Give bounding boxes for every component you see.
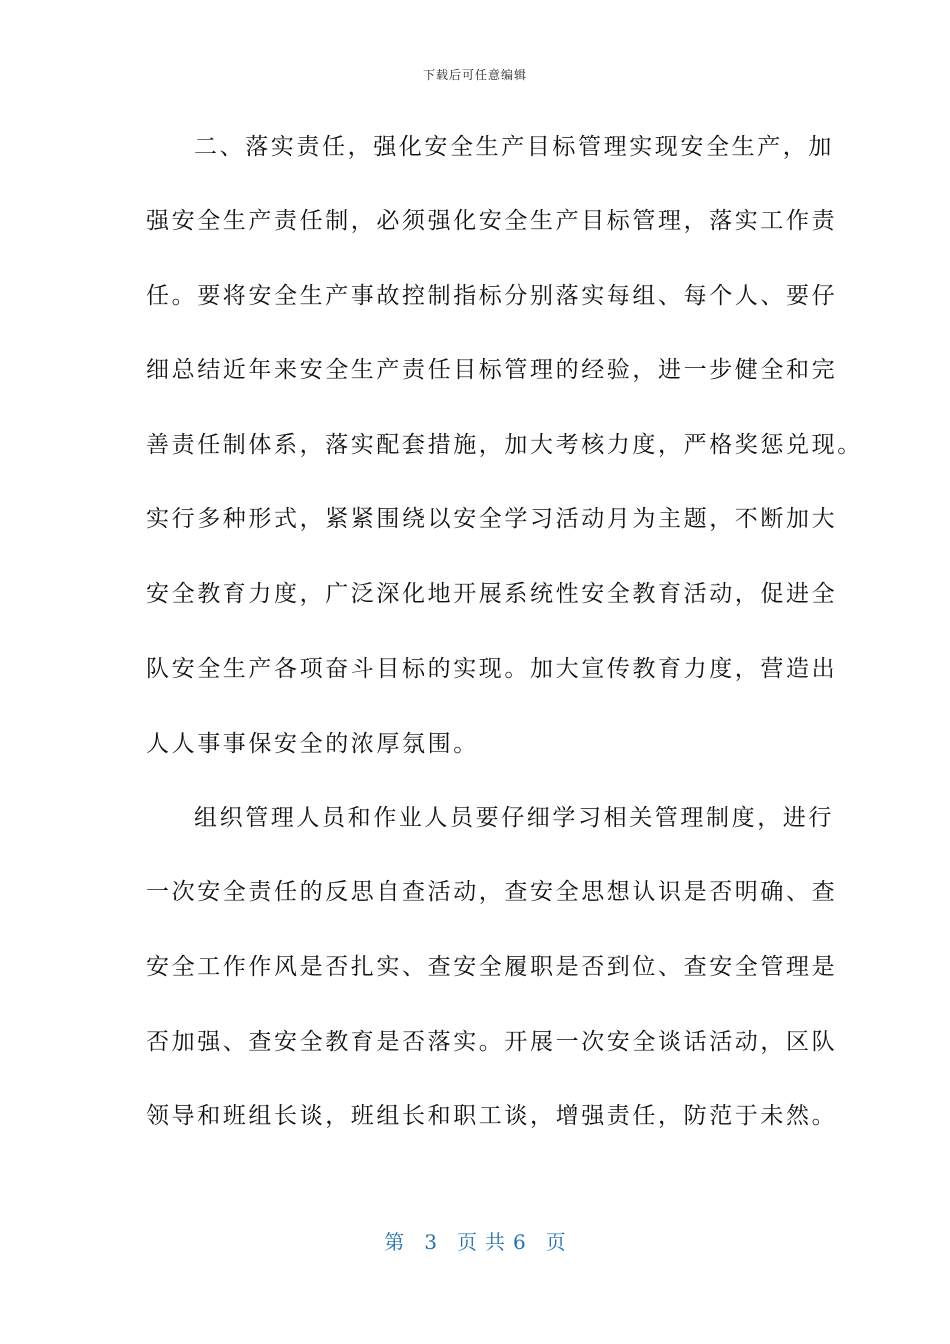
footer-total-pages: 6: [513, 1230, 526, 1254]
footer-suffix: 页: [545, 1230, 566, 1254]
paragraph-1-line-3: 任。要将安全生产事故控制指标分别落实每组、每个人、要仔: [146, 283, 838, 309]
footer-current-page: 3: [424, 1230, 437, 1254]
footer-prefix: 第: [384, 1230, 405, 1254]
paragraph-1-line-8: 队安全生产各项奋斗目标的实现。加大宣传教育力度，营造出: [146, 656, 838, 682]
paragraph-2-line-1: 组织管理人员和作业人员要仔细学习相关管理制度，进行: [194, 805, 834, 831]
paragraph-1-line-5: 善责任制体系，落实配套措施，加大考核力度，严格奖惩兑现。: [146, 432, 863, 458]
paragraph-1-line-7: 安全教育力度，广泛深化地开展系统性安全教育活动，促进全: [146, 581, 838, 607]
paragraph-1-line-2: 强安全生产责任制，必须强化安全生产目标管理，落实工作责: [146, 208, 838, 234]
paragraph-1-line-6: 实行多种形式，紧紧围绕以安全学习活动月为主题，不断加大: [146, 506, 838, 532]
paragraph-2-line-2: 一次安全责任的反思自查活动，查安全思想认识是否明确、查: [146, 879, 838, 905]
paragraph-1-line-1: 二、落实责任，强化安全生产目标管理实现安全生产，加: [194, 134, 834, 160]
paragraph-2-line-5: 领导和班组长谈，班组长和职工谈，增强责任，防范于未然。: [146, 1103, 838, 1129]
page-footer: [0, 1226, 950, 1255]
footer-middle: 页共: [457, 1230, 513, 1254]
paragraph-2-line-3: 安全工作作风是否扎实、查安全履职是否到位、查安全管理是: [146, 954, 838, 980]
paragraph-2-line-4: 否加强、查安全教育是否落实。开展一次安全谈话活动，区队: [146, 1029, 838, 1055]
paragraph-1-line-4: 细总结近年来安全生产责任目标管理的经验，进一步健全和完: [146, 357, 838, 383]
paragraph-1-line-9: 人人事事保安全的浓厚氛围。: [146, 731, 479, 757]
header-note: 下载后可任意编辑: [422, 68, 527, 82]
